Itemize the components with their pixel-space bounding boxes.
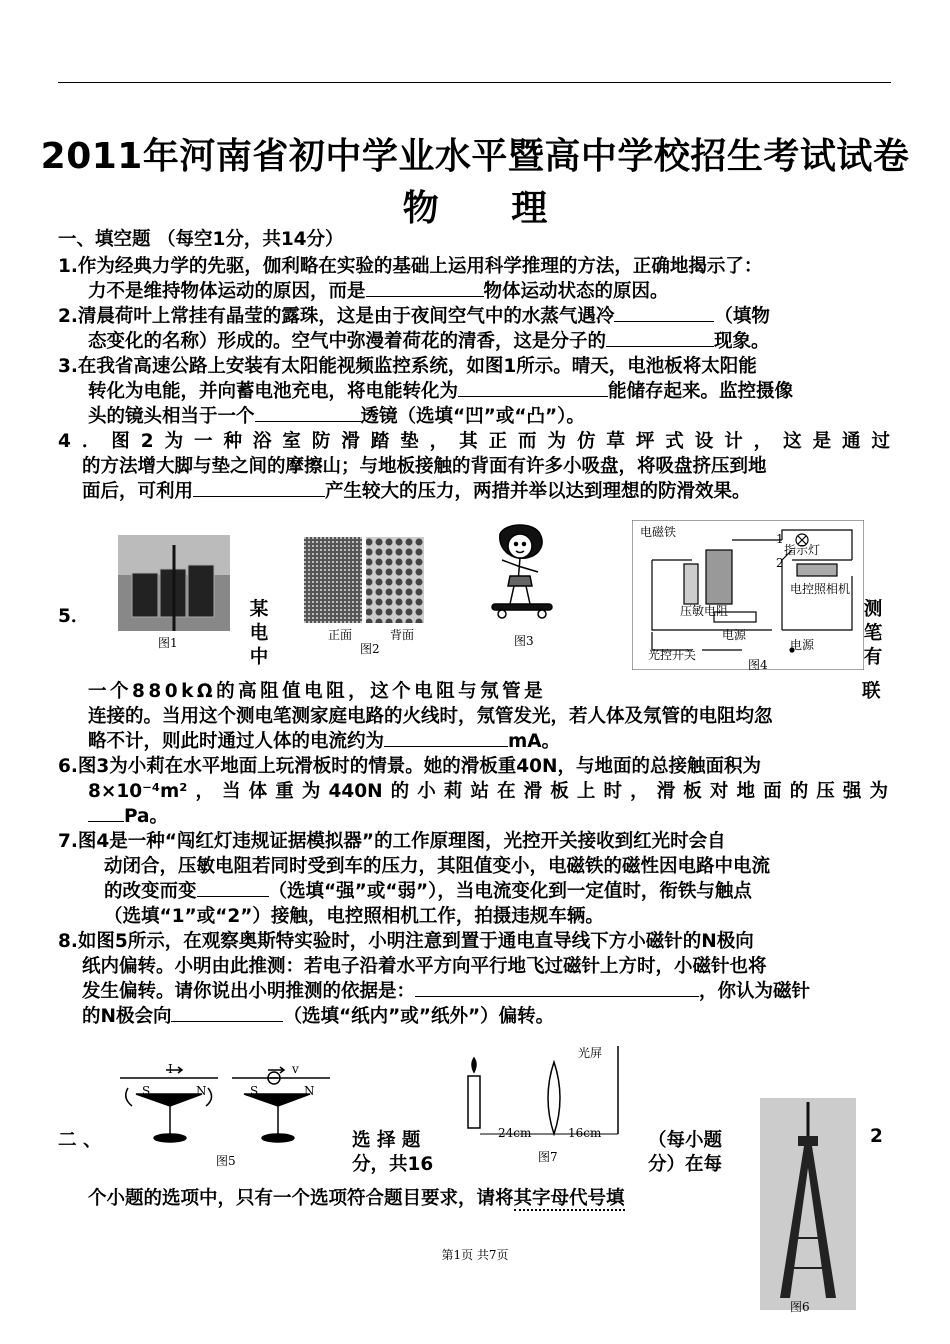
- q8-line2: 纸内偏转。小明由此推测：若电子沿着水平方向平行地飞过磁针上方时，小磁针也将: [82, 956, 767, 977]
- q1-line2: 力不是维持物体运动的原因，而是 物体运动状态的原因。: [88, 277, 669, 303]
- q5-vertical-right: 测 笔 有: [863, 599, 883, 668]
- figure-4-label-resistor: 压敏电阻: [680, 604, 729, 618]
- q5-line1-end: 联: [862, 681, 881, 702]
- q3-line1: 3.在我省高速公路上安装有太阳能视频监控系统，如图1所示。晴天，电池板将太阳能: [58, 356, 757, 377]
- q5-vertical-left: 某 电 中: [249, 599, 269, 668]
- figure-4-label-indicator: 指示灯: [784, 543, 821, 557]
- q7-line2: 动闭合，压敏电阻若同时受到车的压力，其阻值变小，电磁铁的磁性因电路中电流: [104, 856, 771, 877]
- figure-1-caption: 图1: [158, 636, 178, 650]
- top-rule: [58, 82, 891, 83]
- page-title: 2011年河南省初中学业水平暨高中学校招生考试试卷: [40, 136, 910, 177]
- section2-title: 选 择 题: [352, 1130, 421, 1151]
- q6-line3: Pa。: [88, 802, 168, 828]
- figure-4-label-electromagnet: 电磁铁: [640, 525, 677, 539]
- figure-4-label-2: 2: [776, 556, 784, 570]
- q2-line1: 2.清晨荷叶上常挂有晶莹的露珠，这是由于夜间空气中的水蒸气遇冷 （填物: [58, 302, 770, 328]
- section2-line2: 个小题的选项中，只有一个选项符合题目要求，请将其字母代号填: [88, 1188, 625, 1209]
- q8-blank2[interactable]: [171, 1003, 283, 1022]
- q3-line2: 转化为电能，并向蓄电池充电，将电能转化为 能储存起来。监控摄像: [88, 377, 793, 403]
- q8-line1: 8.如图5所示，在观察奥斯特实验时，小明注意到置于通电直导线下方小磁针的N极向: [58, 931, 754, 952]
- figure-6-caption: 图6: [790, 1300, 810, 1314]
- figure-1-solar-panel: [118, 535, 230, 635]
- figure-7-label-screen: 光屏: [578, 1046, 603, 1060]
- q3-line3: 头的镜头相当于一个 透镜（选填“凹”或“凸”）。: [88, 402, 585, 428]
- q5-blank[interactable]: [384, 728, 508, 747]
- q3-blank1[interactable]: [458, 378, 608, 397]
- q1-line1: 1.作为经典力学的先驱，伽利略在实验的基础上运用科学推理的方法，正确地揭示了：: [58, 256, 763, 277]
- q5-line3: 略不计，则此时通过人体的电流约为 mA。: [88, 727, 560, 753]
- q7-line3: 的改变而变 （选填“强”或“弱”），当电流变化到一定值时，衔铁与触点: [104, 877, 752, 903]
- figure-6-tower: [760, 1098, 856, 1314]
- figure-5-label-S2: S: [250, 1084, 259, 1098]
- q5-line2: 连接的。当用这个测电笔测家庭电路的火线时，氖管发光，若人体及氖管的电阻均忽: [88, 706, 773, 727]
- figure-7-lens-setup: [462, 1042, 642, 1146]
- figure-4-label-power1: 电源: [722, 628, 747, 642]
- figure-3-caption: 图3: [514, 634, 534, 648]
- figure-5-label-N1: N: [196, 1084, 207, 1098]
- q6-blank[interactable]: [88, 803, 124, 822]
- figure-2-back-label: 背面: [390, 628, 415, 642]
- q4-blank[interactable]: [193, 478, 325, 497]
- section2-points: 2: [870, 1126, 883, 1147]
- figure-2-front-label: 正面: [328, 628, 353, 642]
- section2-label: 二 、: [58, 1130, 102, 1151]
- figure-5-label-I: I: [168, 1062, 173, 1076]
- figure-4-caption: 图4: [748, 658, 768, 672]
- page-footer: 第1页 共7页: [441, 1248, 509, 1262]
- q3-blank2[interactable]: [255, 403, 361, 422]
- q5-number: 5．: [58, 606, 90, 627]
- section1-header: 一、填空题 （每空1分，共14分）: [58, 229, 344, 250]
- q8-line3: 发生偏转。请你说出小明推测的依据是： ，你认为磁针: [82, 977, 810, 1003]
- q2-line2: 态变化的名称）形成的。空气中弥漫着荷花的清香，这是分子的 现象。: [88, 327, 770, 353]
- q4-line3: 面后，可利用 产生较大的压力，两措并举以达到理想的防滑效果。: [82, 477, 751, 503]
- q5-line1: 一个880kΩ的高阻值电阻，这个电阻与氖管是: [88, 681, 547, 702]
- q7-line4: （选填“1”或“2”）接触，电控照相机工作，拍摄违规车辆。: [104, 906, 604, 927]
- figure-4-label-power2: 电源: [790, 638, 815, 652]
- figure-4-label-1: 1: [776, 532, 784, 546]
- q2-blank1[interactable]: [614, 303, 714, 322]
- q7-blank1[interactable]: [197, 878, 269, 897]
- section2-per-question: （每小题: [648, 1130, 723, 1151]
- q6-line2: 8×10⁻⁴m²，当体重为440N的小莉站在滑板上时，滑板对地面的压强为: [88, 781, 888, 802]
- q6-line1: 6.图3为小莉在水平地面上玩滑板时的情景。她的滑板重40N，与地面的总接触面积为: [58, 756, 762, 777]
- figure-2-caption: 图2: [360, 642, 380, 656]
- q2-blank2[interactable]: [606, 328, 714, 347]
- q4-line1: 4．图2为一种浴室防滑踏垫，其正而为仿草坪式设计，这是通过: [58, 431, 890, 452]
- figure-4-label-light-switch: 光控开关: [648, 648, 697, 662]
- subject-title: 物 理: [402, 188, 548, 229]
- figure-5-label-S1: S: [142, 1084, 151, 1098]
- figure-3-skateboard-girl: [482, 520, 562, 628]
- figure-7-label-16cm: 16cm: [568, 1126, 602, 1140]
- q1-blank[interactable]: [366, 278, 484, 297]
- figure-7-caption: 图7: [538, 1150, 558, 1164]
- q7-line1: 7.图4是一种“闯红灯违规证据模拟器”的工作原理图，光控开关接收到红光时会自: [58, 831, 726, 852]
- figure-4-label-camera: 电控照相机: [790, 582, 851, 596]
- figure-5-label-v: v: [292, 1062, 299, 1076]
- figure-5-caption: 图5: [216, 1154, 236, 1168]
- figure-5-label-N2: N: [304, 1084, 315, 1098]
- figure-7-label-24cm: 24cm: [498, 1126, 532, 1140]
- q8-blank1[interactable]: [415, 978, 699, 997]
- q4-line2: 的方法增大脚与垫之间的摩擦山；与地板接触的背面有许多小吸盘，将吸盘挤压到地: [82, 456, 767, 477]
- section2-score-part: 分，共16: [352, 1154, 434, 1175]
- q8-line4: 的N极会向 （选填“纸内”或”纸外”）偏转。: [82, 1002, 554, 1028]
- figure-2-mat: [304, 537, 424, 627]
- section2-per-each: 分）在每: [648, 1154, 723, 1175]
